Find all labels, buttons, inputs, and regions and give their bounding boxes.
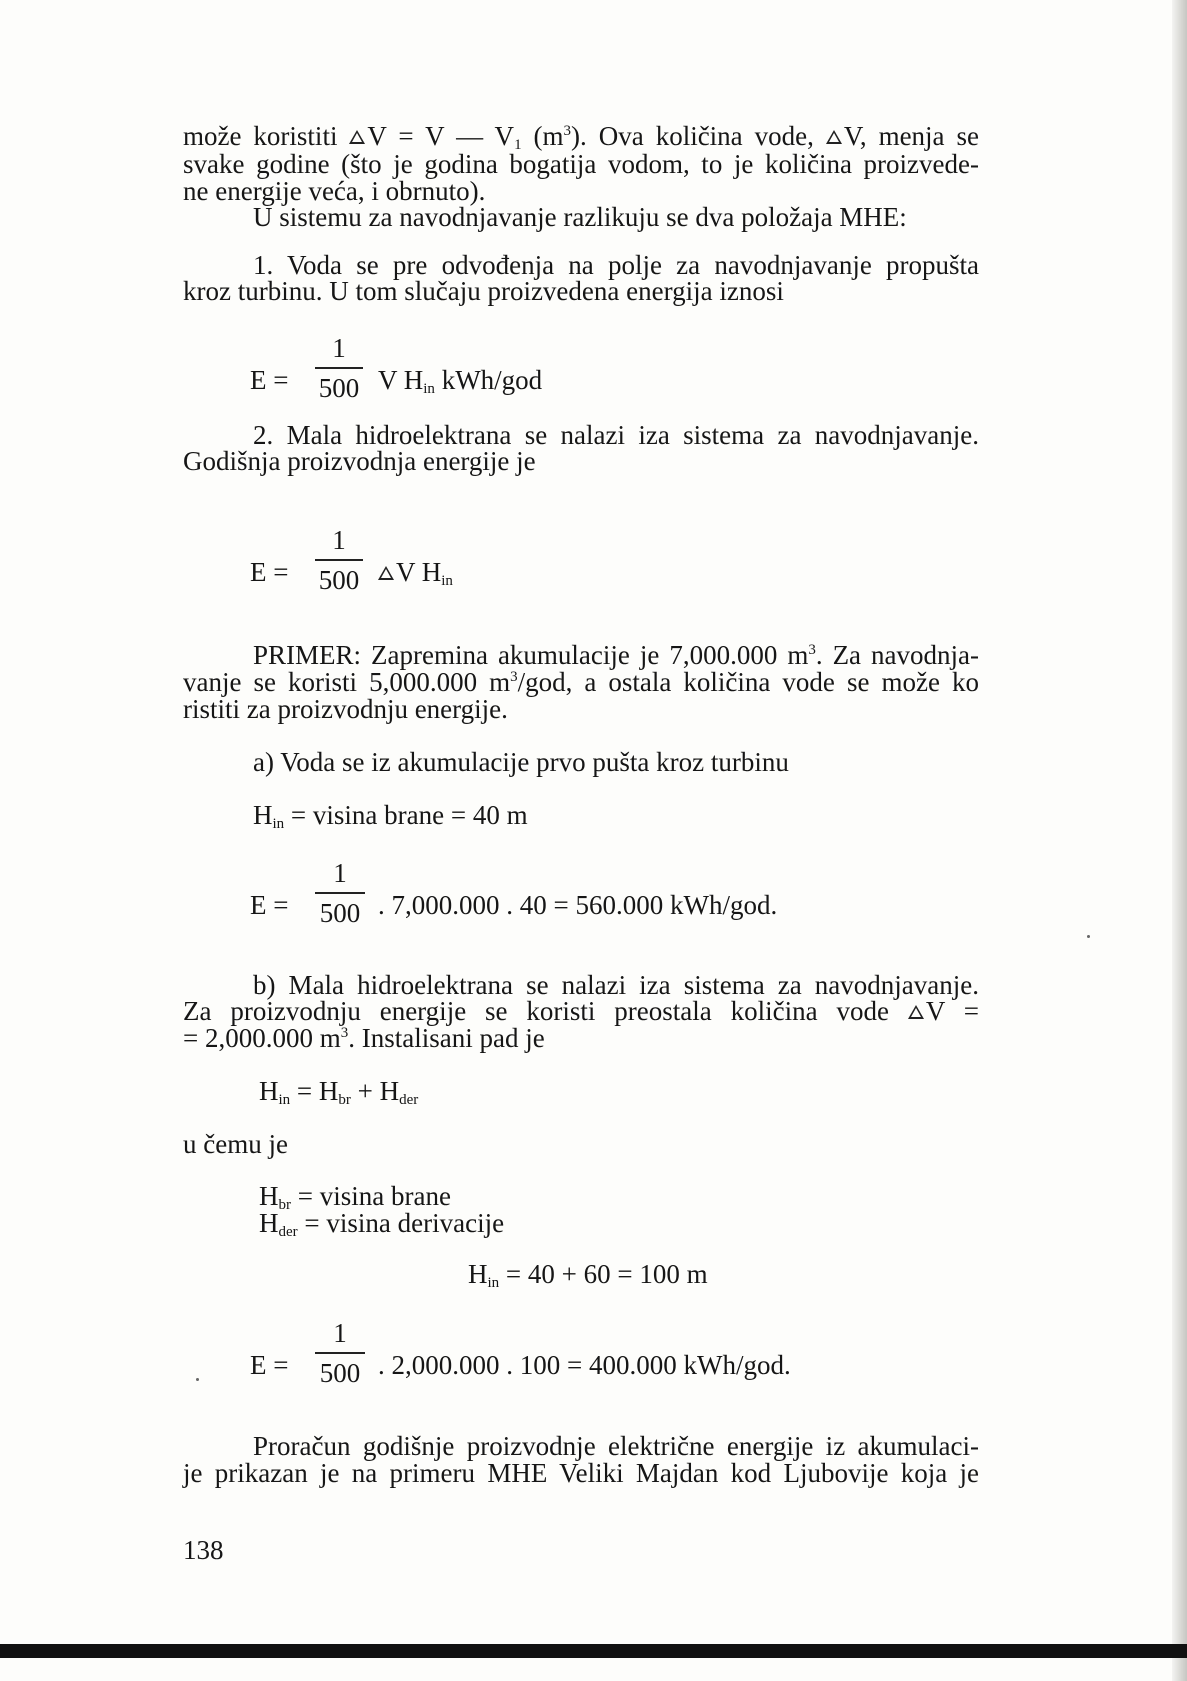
text-line-22: Proračun godišnje proizvodnje električne energije iz akumulaci- (253, 1431, 979, 1461)
text-fragment: . Za navodnja- (815, 640, 979, 670)
text-fragment: H (468, 1259, 488, 1289)
subscript: in (272, 816, 285, 832)
superscript: 3 (563, 123, 572, 139)
fraction (315, 333, 363, 403)
text-line-8: Godišnja proizvodnja energije je (183, 446, 536, 476)
formula-lhs: E = (250, 890, 289, 920)
text-line-20 (259, 1208, 504, 1243)
text-fragment: = H (290, 1076, 339, 1106)
fraction-denominator: 500 (318, 565, 360, 595)
subscript: 1 (514, 137, 522, 153)
text-fragment: V H (396, 557, 442, 587)
text-line-5: 1. Voda se pre odvođenja na polje za navodnjavanje propušta (253, 250, 979, 280)
text-fragment: = visina brane = 40 m (284, 800, 528, 830)
text-fragment: V, menja se (843, 121, 979, 151)
text-line-13 (253, 800, 528, 835)
text-fragment: . Instalisani pad je (348, 1023, 545, 1053)
subscript: in (423, 381, 435, 397)
subscript: in (278, 1092, 291, 1108)
fraction-denominator: 500 (318, 373, 360, 403)
fraction-denominator: 500 (319, 1358, 361, 1388)
fraction-numerator: 1 (333, 858, 347, 888)
scan-bottom-border (0, 1644, 1187, 1658)
text-fragment: H (259, 1076, 279, 1106)
text-fragment: = 2,000.000 m (183, 1023, 341, 1053)
fraction-bar (315, 892, 365, 894)
fraction-numerator: 1 (332, 333, 346, 363)
formula-rhs: . 7,000.000 . 40 = 560.000 kWh/god. (378, 890, 778, 920)
formula-rhs (378, 365, 542, 400)
formula-rhs: . 2,000.000 . 100 = 400.000 kWh/god. (378, 1350, 791, 1380)
text-fragment: ). Ova količina vode, (571, 121, 826, 151)
fraction-numerator: 1 (332, 525, 346, 555)
formula-rhs (378, 557, 453, 592)
text-fragment: može koristiti (183, 121, 350, 151)
text-fragment: /god, a ostala količina vode se može ko (517, 667, 979, 697)
delta-icon (908, 1005, 924, 1019)
text-line-15 (183, 996, 979, 1026)
text-line-6: kroz turbinu. U tom slučaju proizvedena energija iznosi (183, 276, 784, 306)
formula-lhs: E = (250, 557, 289, 587)
text-line-4: U sistemu za navodnjavanje razlikuju se dva položaja MHE: (253, 202, 907, 232)
text-line-21 (468, 1259, 708, 1294)
text-line-14: b) Mala hidroelektrana se nalazi iza sistema za navodnjavanje. (253, 970, 979, 1000)
text-line-2: svake godine (što je godina bogatija vodom, to je količina proizvede- (183, 149, 979, 179)
page-number: 138 (183, 1535, 224, 1565)
text-line-3: ne energije veća, i obrnuto). (183, 176, 486, 206)
text-fragment: H (253, 800, 273, 830)
fraction-bar (315, 1352, 365, 1354)
superscript: 3 (510, 669, 518, 685)
formula-lhs: E = (250, 365, 289, 395)
subscript: in (487, 1275, 500, 1291)
subscript: br (278, 1197, 291, 1213)
text-fragment: = visina derivacije (297, 1208, 505, 1238)
text-fragment: (m (521, 121, 564, 151)
text-line-23: je prikazan je na primeru MHE Veliki Majdan kod Ljubovije koja je (183, 1458, 979, 1488)
text-line-17 (259, 1076, 418, 1111)
superscript: 3 (340, 1025, 349, 1041)
text-fragment: V = (925, 996, 979, 1026)
text-fragment: V H (378, 365, 424, 395)
text-fragment: V = V — V (367, 121, 515, 151)
text-fragment: H (259, 1208, 279, 1238)
delta-icon (826, 130, 842, 144)
fraction (315, 525, 363, 595)
text-fragment: H (259, 1181, 279, 1211)
scan-edge-shadow (1172, 0, 1187, 1681)
text-line-7: 2. Mala hidroelektrana se nalazi iza sistema za navodnjavanje. (253, 420, 979, 450)
formula-lhs: E = (250, 1350, 289, 1380)
text-line-16 (183, 1023, 545, 1058)
fraction-numerator: 1 (333, 1318, 347, 1348)
subscript: der (278, 1224, 298, 1240)
fraction-bar (315, 559, 363, 561)
fraction-bar (315, 367, 363, 369)
text-line-11: ristiti za proizvodnju energije. (183, 694, 508, 724)
text-fragment: PRIMER: Zapremina akumulacije je 7,000.000 m (253, 640, 809, 670)
delta-icon (378, 566, 394, 580)
text-fragment: vanje se koristi 5,000.000 m (183, 667, 511, 697)
text-fragment: + H (350, 1076, 400, 1106)
text-fragment: = visina brane (291, 1181, 451, 1211)
superscript: 3 (808, 642, 816, 658)
scan-speck (196, 1378, 199, 1381)
text-fragment: Za proizvodnju energije se koristi preostala količina vode (183, 996, 908, 1026)
fraction (315, 858, 365, 928)
delta-icon (349, 130, 365, 144)
subscript: br (338, 1092, 351, 1108)
subscript: der (399, 1092, 419, 1108)
subscript: in (441, 573, 453, 589)
text-fragment: kWh/god (434, 365, 543, 395)
fraction (315, 1318, 365, 1388)
text-line-18: u čemu je (183, 1129, 288, 1159)
text-fragment: = 40 + 60 = 100 m (499, 1259, 708, 1289)
scan-speck (1087, 935, 1090, 938)
fraction-denominator: 500 (319, 898, 361, 928)
text-line-12: a) Voda se iz akumulacije prvo pušta kroz turbinu (253, 747, 789, 777)
